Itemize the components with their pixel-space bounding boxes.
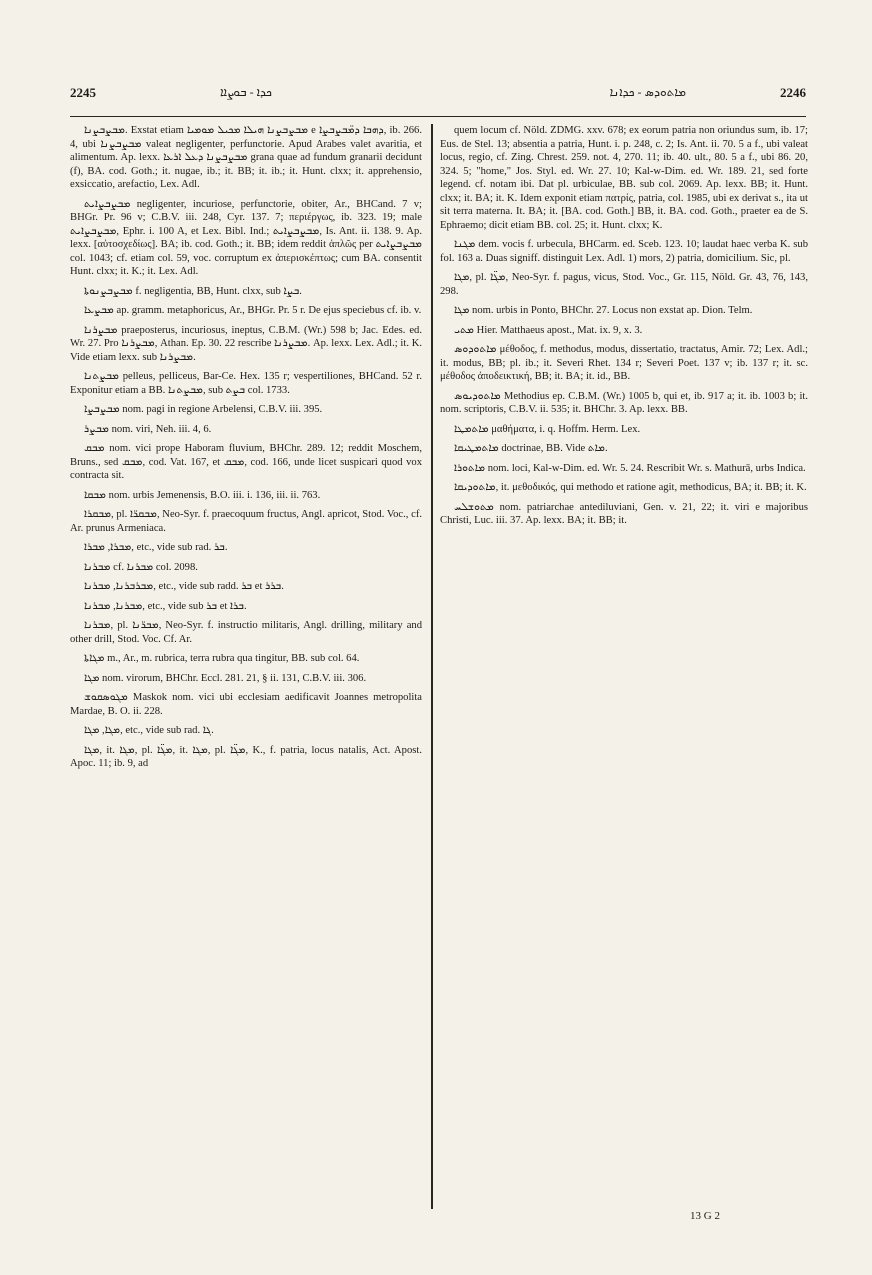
dictionary-entry: ܡܓܢܐ dem. vocis f. urbecula, BHCarm. ed. Sceb. 123. 10; laudat haec verba K. sub fol. 163 a. Duas signiff. distinguit Lex. Adl. 1) mors, 2) patria, domicilium. Sic, pl.: [440, 239, 808, 264]
dictionary-entry: ܡܓܘܣܩܘܫ Maskok nom. vici ubi ecclesiam aedificavit Joannes metropolita Mardae, B. O. ii. 228.: [70, 692, 422, 717]
dictionary-entry: ܡܓܐ nom. virorum, BHChr. Eccl. 281. 21, § ii. 131, C.B.V. iii. 306.: [84, 672, 367, 684]
page-header: [70, 86, 806, 108]
dictionary-entry: ܡܓܐ, it. ܡܓܐ, pl. ܡܓ̈ܐ, it. ܡܓܐ, pl. ܡܓ̈ܐ, K., f. patria, locus natalis, Act. Apost. Apoc. 11; ib. 9, ad: [70, 744, 422, 769]
signature-mark: 13 G 2: [690, 1210, 720, 1222]
dictionary-entry: ܡܐܬܘܕܝܩܐ, it. μεθοδικός, qui methodo et ratione agit, methodicus, BA; it. BB; it. K.: [454, 482, 807, 493]
dictionary-entry: ܡܒܨܪܢܐ praeposterus, incuriosus, ineptus, C.B.M. (Wr.) 598 b; Jac. Edes. ed. Wr. 27. Pro ܡܒܨܪܢܐ, Athan. Ep. 30. 22 rescribe ܡܒܨܪܢܐ. Ap. lexx. Lex. Adl.; it. K. Vide etiam lexx. sub ܡܒܨܪܢܐ.: [70, 324, 422, 363]
page-number-right: 2246: [780, 85, 806, 100]
right-column: [440, 124, 808, 1199]
header-rule: [70, 116, 806, 117]
dictionary-entry: ܡܒܪܢܐ cf. ܡܒܪܢܐ col. 2098.: [84, 561, 198, 573]
dictionary-entry: ܡܒܨܥܐ ap. gramm. metaphoricus, Ar., BHGr. Pr. 5 r. De ejus speciebus cf. ib. v.: [84, 305, 422, 316]
dictionary-entry: ܡܒܪܐ, ܡܒܪܐ, etc., vide sub rad. ܒܪ.: [84, 542, 228, 553]
dictionary-entry: ܡܓܐ, pl. ܡܓ̈ܐ, Neo-Syr. f. pagus, vicus, Stod. Voc., Gr. 115, Nöld. Gr. 43, 76, 143, 298.: [440, 272, 808, 297]
dictionary-entry: ܡܓܐ, ܡܓܐ, etc., vide sub rad. ܓܐ.: [84, 725, 214, 736]
running-title-left: ܟܕܐ - ܒܘܨܐܐ: [220, 85, 272, 99]
dictionary-entry: ܡܒܪܢܐ, ܡܒܪܢܐ, etc., vide sub ܒܪ et ܒܪܐ.: [84, 600, 247, 612]
dictionary-entry: ܡܒܨܒܨܐ nom. pagi in regione Arbelensi, C.B.V. iii. 395.: [84, 404, 323, 415]
page-number-left: 2245: [70, 85, 96, 100]
dictionary-entry: ܡܒܩܐ nom. urbis Jemenensis, B.O. iii. i. 136, iii. ii. 763.: [84, 489, 321, 501]
dictionary-entry: ܡܐܬܘܕܘܣ μέθοδος, f. methodus, modus, dissertatio, tractatus, Amir. 72; Lex. Adl.; it. modus, BB; pl. ib.; it. Severi Rhet. 134 r; Severi Poet. 137 v; ib. 137 r; it. sc. μέθοδος ἀποδεικτική, BB; it. BA; it. id., BB.: [440, 344, 808, 382]
dictionary-entry: ܡܐܬܡܛܐ μαθήματα, i. q. Hoffm. Herm. Lex.: [454, 423, 641, 435]
dictionary-entry: ܡܒܨܒܨܢܐ. Exstat etiam ܡܒܨܒܨܢܐ ܗܝܠܐ ܡܟܝܠ ܡܘܡܝܐ e ܕܗܒܐ ܕܡ̈ܒܨܒܨܐ, ib. 266. 4, ubi ܡܒܨܒܨܢܐ valeat negligenter, perfunctorie. Apud Arabes valet avaritia, et alimentum. Ap. lexx. ܡܒܨܒܨܢܐ ܕܥܠ ܐܪܥܐ grana quae ad fundum granarii decidunt (f), BA. cod. Goth.; it. nugae, ib.; it. BB; it. ib.; it. Hunt. clxx; it. apprehensio, exsiccatio, arefactio, Lex. Adl.: [70, 125, 422, 190]
left-column: [70, 124, 422, 1199]
dictionary-entry: quem locum cf. Nöld. ZDMG. xxv. 678; ex eorum patria non oriundus sum, ib. 17; Eus. de Stel. 13; absentia a patria, Hunt. i. p. 248, c. 2; Is. Ant. ii. 70. 5 a f., ubi valeat locus, regio, cf. Zing. Chrest. 259. not. 4, 270. 11; ib. 40. ult., 80. 5 a f., ubi 86. 20, 324. 5; "home," Jos. Styl. ed. Wr. 27. 10; Kal-w-Dim. ed. Wr. 189. 21, sed forte legend. cf. notam ibi. Dat pl. urbiculae, BB. sub col. 2069. Ap. lexx. BB; it. Hunt. clxx; it. BA; it. K. Idem exponit etiam πατρίς, patria, col. 1985, ubi ex derivat s., ita ut sit terra materna. It. BA; it. [BA. cod. Goth.] BB, it. BA. cod. Goth., praeter ea de S. Ephraemo; dicit etiam BB. col. 25; it. Hunt. clxx; K.: [440, 125, 808, 231]
dictionary-entry: ܡܒܨܒܨܐܝܬ negligenter, incuriose, perfunctorie, obiter, Ar., BHCand. 7 v; BHGr. Pr. 96 v; C.B.V. iii. 248, Cyr. 137. 7; περιέργως, ib. 323. 19; male ܡܒܨܒܨܐܝܬ, Ephr. i. 100 A, et Lex. Bibl. Ind.; ܡܒܨܒܨܐܝܬ, Is. Ant. ii. 138. 9. Ap. lexx. [αὐτοσχεδίως]. BA; ib. cod. Goth.; it. BB; idem reddit ἁπλῶς per ܡܒܨܒܨܐܝܬ col. 1043; cf. etiam col. 59, voc. corruptum ex ἀπερισκέπτως; cum BA. consentit Hunt. clxx; it. K.; it. Lex. Adl.: [70, 198, 422, 277]
dictionary-entry: ܡܓܐܬܐ m., Ar., m. rubrica, terra rubra qua tingitur, BB. sub col. 64.: [84, 653, 360, 664]
dictionary-entry: ܡܐܬܡܛܝܩܐ doctrinae, BB. Vide ܡܐܬ.: [454, 443, 608, 454]
dictionary-entry: ܡܒܨܒܨܢܘܬܐ f. negligentia, BB, Hunt. clxx, sub ܒܨܐ.: [84, 285, 302, 297]
dictionary-entry: ܡܬܘܫܠܚ nom. patriarchae antediluviani, Gen. v. 21, 22; it. viri e majoribus Christi, Luc. iii. 37. Ap. lexx. BA; it. BB; it.: [440, 501, 808, 526]
dictionary-entry: ܡܒܩ nom. vici prope Haboram fluvium, BHChr. 289. 12; reddit Moschem, Bruns., sed ܡܒܩ, cod. Vat. 167, et ܡܒܩ, cod. 166, unde licet suspicari quod vox contracta sit.: [70, 443, 422, 481]
dictionary-entry: ܡܒܨܬܢܐ pelleus, pelliceus, Bar-Ce. Hex. 135 r; vespertiliones, BHCand. 52 r. Exponitur etiam a BB. ܡܒܨܬܢܐ, sub ܒܨܬ col. 1733.: [70, 371, 422, 396]
dictionary-entry: ܡܒܩܪܐ, pl. ܡܒܩܪ̈ܐ, Neo-Syr. f. praecoquum fructus, Angl. apricot, Stod. Voc., cf. Ar. prunus Armeniaca.: [70, 509, 422, 534]
dictionary-entry: ܡܓܐ nom. urbis in Ponto, BHChr. 27. Locus non exstat ap. Dion. Telm.: [454, 305, 753, 316]
dictionary-entry: ܡܐܬܘܪܐ nom. loci, Kal-w-Dim. ed. Wr. 5. 24. Rescribit Wr. s. Mathurā, urbs Indica.: [454, 462, 806, 474]
dictionary-entry: ܡܒܪܒܪܢܐ, ܡܒܪܢܐ, etc., vide sub radd. ܒܪ et ܒܪܪ.: [84, 581, 284, 592]
dictionary-entry: ܡܒܪܢܐ, pl. ܡܒܪ̈ܢܐ, Neo-Syr. f. instructio militaris, Angl. drilling, military and other drill, Stod. Voc. Cf. Ar.: [70, 620, 422, 645]
column-separator: [431, 124, 433, 1209]
dictionary-entry: ܡܬܝ Hier. Matthaeus apost., Mat. ix. 9, x. 3.: [454, 324, 643, 336]
dictionary-entry: ܡܐܬܘܕܝܘܣ Methodius ep. C.B.M. (Wr.) 1005 b, qui et, ib. 917 a; it. ib. 1003 b; it. nom. scriptoris, C.B.V. ii. 535; it. BHChr. 3. Ap. lexx. BB.: [440, 390, 808, 415]
dictionary-entry: ܡܒܨܪ nom. viri, Neh. iii. 4, 6.: [84, 423, 212, 435]
running-title-right: ܡܐܬܘܕܣ - ܟܕܐܢܐ: [609, 85, 686, 99]
